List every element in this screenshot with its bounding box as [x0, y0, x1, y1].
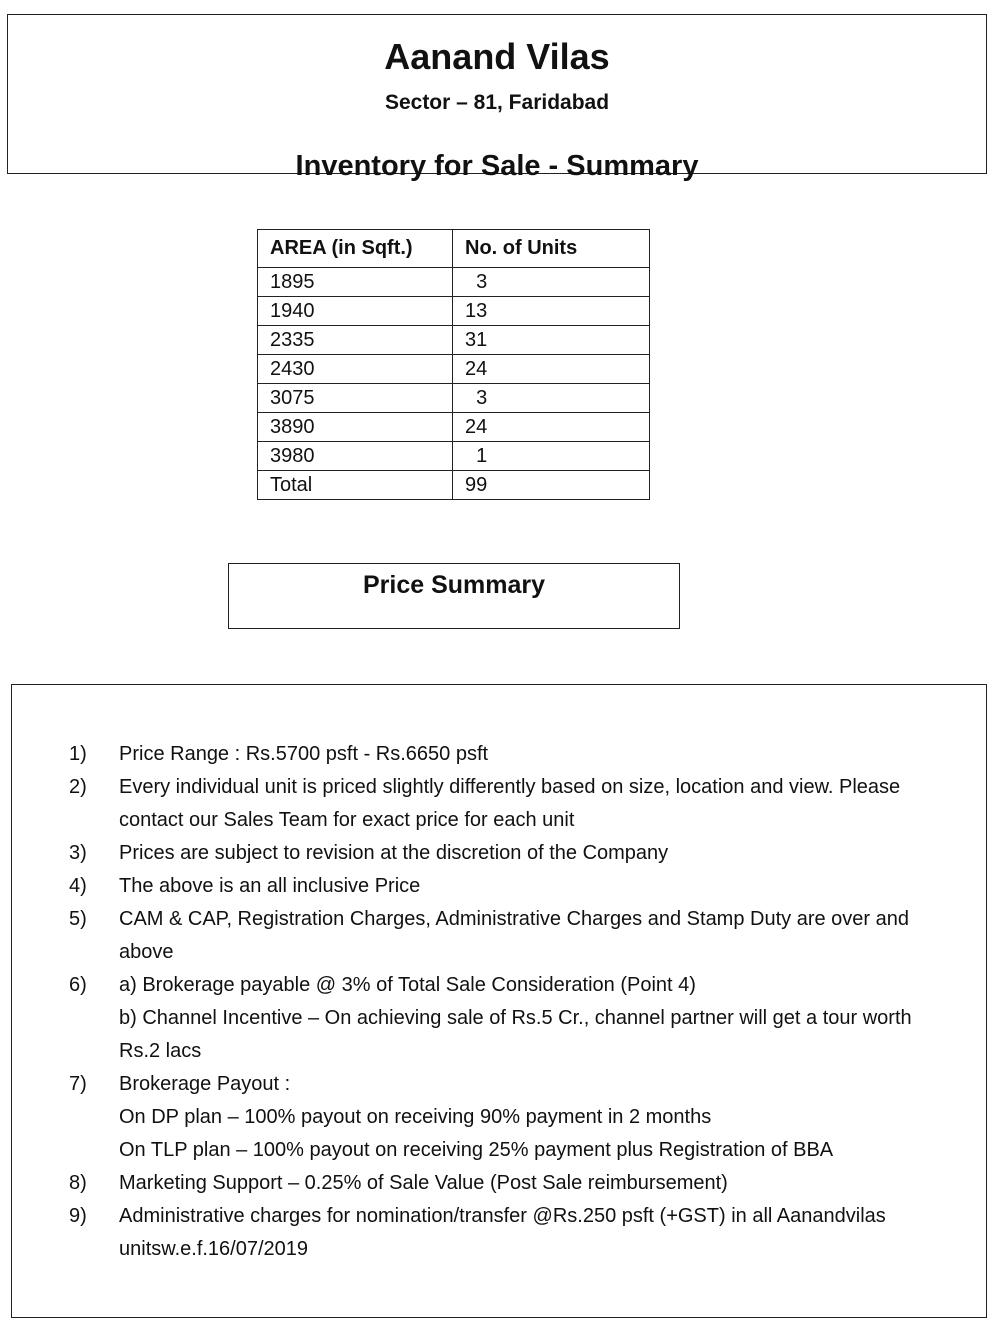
- area-cell: 3075: [258, 384, 453, 413]
- item-text: b) Channel Incentive – On achieving sale of Rs.5 Cr., channel partner will get a tour worth: [119, 1007, 912, 1029]
- table-row: [258, 326, 650, 355]
- units-cell: 13: [453, 297, 650, 326]
- item-number: 9): [69, 1205, 87, 1227]
- area-cell: 1940: [258, 297, 453, 326]
- price-summary-box: [228, 563, 680, 629]
- item-text: contact our Sales Team for exact price for each unit: [119, 809, 575, 831]
- item-number: 5): [69, 908, 87, 930]
- item-text: CAM & CAP, Registration Charges, Administrative Charges and Stamp Duty are over and: [119, 908, 909, 930]
- column-header-area: AREA (in Sqft.): [258, 230, 453, 268]
- column-header-units: No. of Units: [453, 230, 650, 268]
- project-title: Aanand Vilas: [384, 36, 610, 77]
- units-cell: 31: [453, 326, 650, 355]
- units-cell: 1: [453, 442, 650, 471]
- item-text: On TLP plan – 100% payout on receiving 25% payment plus Registration of BBA: [119, 1139, 834, 1161]
- header-box: [7, 14, 987, 182]
- total-label-cell: Total: [258, 471, 453, 500]
- list-item: [69, 738, 979, 771]
- area-cell: 2430: [258, 355, 453, 384]
- inventory-table: [257, 229, 650, 500]
- price-summary-heading: Price Summary: [362, 571, 546, 599]
- units-cell: 24: [453, 413, 650, 442]
- table-row: [258, 355, 650, 384]
- total-units-cell: 99: [453, 471, 650, 500]
- area-cell: 1895: [258, 268, 453, 297]
- notes-list: [69, 738, 979, 1266]
- item-number: 2): [69, 776, 87, 798]
- item-number: 4): [69, 875, 87, 897]
- item-text: Marketing Support – 0.25% of Sale Value (Post Sale reimbursement): [119, 1172, 728, 1194]
- table-row: [258, 268, 650, 297]
- table-row: [258, 413, 650, 442]
- item-text: The above is an all inclusive Price: [119, 875, 421, 897]
- list-item: [69, 771, 979, 837]
- item-text: Brokerage Payout :: [119, 1073, 291, 1095]
- table-row: [258, 384, 650, 413]
- item-number: 3): [69, 842, 87, 864]
- units-cell: 3: [453, 384, 650, 413]
- item-number: 1): [69, 743, 87, 765]
- list-item: [69, 1068, 979, 1167]
- table-row: [258, 297, 650, 326]
- units-cell: 24: [453, 355, 650, 384]
- area-cell: 3890: [258, 413, 453, 442]
- item-text: Rs.2 lacs: [119, 1040, 202, 1062]
- table-row: [258, 442, 650, 471]
- item-text: above: [119, 941, 174, 963]
- project-location: Sector – 81, Faridabad: [384, 91, 610, 114]
- item-number: 6): [69, 974, 87, 996]
- list-item: [69, 1200, 979, 1266]
- item-number: 7): [69, 1073, 87, 1095]
- table-header-row: [258, 230, 650, 268]
- list-item: [69, 1167, 979, 1200]
- notes-box: [11, 684, 987, 1318]
- list-item: [69, 837, 979, 870]
- item-number: 8): [69, 1172, 87, 1194]
- total-row: [258, 471, 650, 500]
- item-text: On DP plan – 100% payout on receiving 90% payment in 2 months: [119, 1106, 712, 1128]
- item-text: Administrative charges for nomination/transfer @Rs.250 psft (+GST) in all Aanandvilas: [119, 1205, 886, 1227]
- list-item: [69, 903, 979, 969]
- list-item: [69, 969, 979, 1068]
- item-text: Price Range : Rs.5700 psft - Rs.6650 psft: [119, 743, 489, 765]
- area-cell: 3980: [258, 442, 453, 471]
- inventory-heading: Inventory for Sale - Summary: [295, 150, 699, 182]
- item-text: a) Brokerage payable @ 3% of Total Sale Consideration (Point 4): [119, 974, 696, 996]
- area-cell: 2335: [258, 326, 453, 355]
- units-cell: 3: [453, 268, 650, 297]
- item-text: Prices are subject to revision at the discretion of the Company: [119, 842, 669, 864]
- item-text: unitsw.e.f.16/07/2019: [119, 1238, 309, 1260]
- item-text: Every individual unit is priced slightly differently based on size, location and view. Please: [119, 776, 901, 798]
- list-item: [69, 870, 979, 903]
